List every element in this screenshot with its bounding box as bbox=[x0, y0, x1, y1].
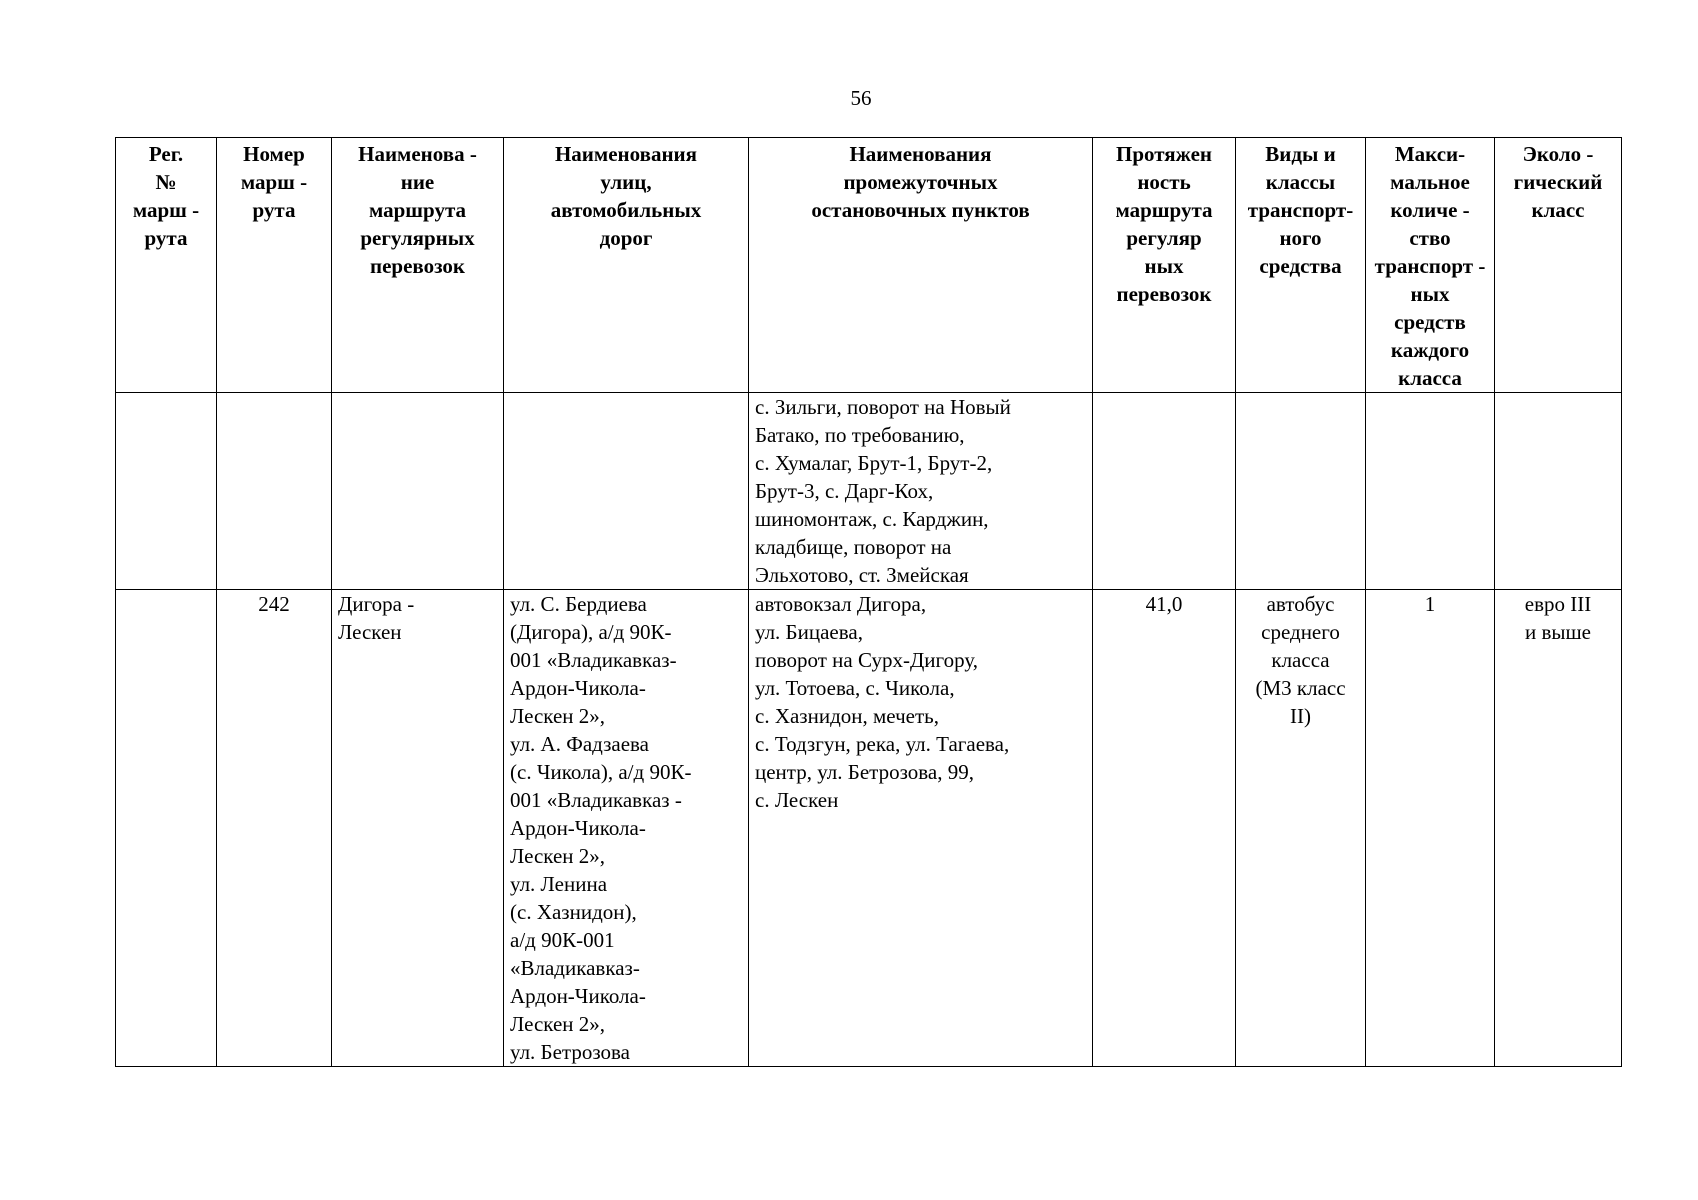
cell-vehicle-type: автобус среднего класса (М3 класс II) bbox=[1236, 590, 1366, 1067]
cell-max-count: 1 bbox=[1366, 590, 1495, 1067]
cell-route-name bbox=[332, 393, 504, 590]
cell-reg-no bbox=[116, 393, 217, 590]
cell-length: 41,0 bbox=[1093, 590, 1236, 1067]
routes-table bbox=[115, 137, 1622, 1067]
header-row bbox=[116, 138, 1622, 393]
cell-stops: автовокзал Дигора, ул. Бицаева, поворот на Сурх-Дигору, ул. Тотоева, с. Чикола, с. Хазнидон, мечеть, с. Тодзгун, река, ул. Тагаева, центр, ул. Бетрозова, 99, с. Лескен bbox=[749, 590, 1093, 1067]
cell-vehicle-type bbox=[1236, 393, 1366, 590]
header-vehicle-type: Виды и классы транспорт- ного средства bbox=[1236, 138, 1366, 393]
header-streets: Наименования улиц, автомобильных дорог bbox=[504, 138, 749, 393]
header-route-no: Номер марш - рута bbox=[217, 138, 332, 393]
cell-route-no bbox=[217, 393, 332, 590]
header-max-count: Макси- мальное количе - ство транспорт - ных средств каждого класса bbox=[1366, 138, 1495, 393]
cell-route-no: 242 bbox=[217, 590, 332, 1067]
header-reg-no: Рег. № марш - рута bbox=[116, 138, 217, 393]
cell-stops: с. Зильги, поворот на Новый Батако, по требованию, с. Хумалаг, Брут-1, Брут-2, Брут-3, с. Дарг-Кох, шиномонтаж, с. Карджин, кладбище, поворот на Эльхотово, ст. Змейская bbox=[749, 393, 1093, 590]
cell-eco-class: евро III и выше bbox=[1495, 590, 1622, 1067]
cell-route-name: Дигора - Лескен bbox=[332, 590, 504, 1067]
header-route-name: Наименова - ние маршрута регулярных перевозок bbox=[332, 138, 504, 393]
cell-streets bbox=[504, 393, 749, 590]
header-stops: Наименования промежуточных остановочных пунктов bbox=[749, 138, 1093, 393]
cell-length bbox=[1093, 393, 1236, 590]
header-eco-class: Эколо - гический класс bbox=[1495, 138, 1622, 393]
cell-reg-no bbox=[116, 590, 217, 1067]
page-number: 56 bbox=[850, 86, 872, 110]
header-length: Протяжен ность маршрута регуляр ных перевозок bbox=[1093, 138, 1236, 393]
cell-streets: ул. С. Бердиева (Дигора), а/д 90К- 001 «Владикавказ- Ардон-Чикола- Лескен 2», ул. А. Фадзаева (с. Чикола), а/д 90К- 001 «Владикавказ - Ардон-Чикола- Лескен 2», ул. Ленина (с. Хазнидон), а/д 90К-001 «Владикавказ- Ардон-Чикола- Лескен 2», ул. Бетрозова bbox=[504, 590, 749, 1067]
cell-max-count bbox=[1366, 393, 1495, 590]
table-row bbox=[116, 393, 1622, 590]
cell-eco-class bbox=[1495, 393, 1622, 590]
table-row bbox=[116, 590, 1622, 1067]
